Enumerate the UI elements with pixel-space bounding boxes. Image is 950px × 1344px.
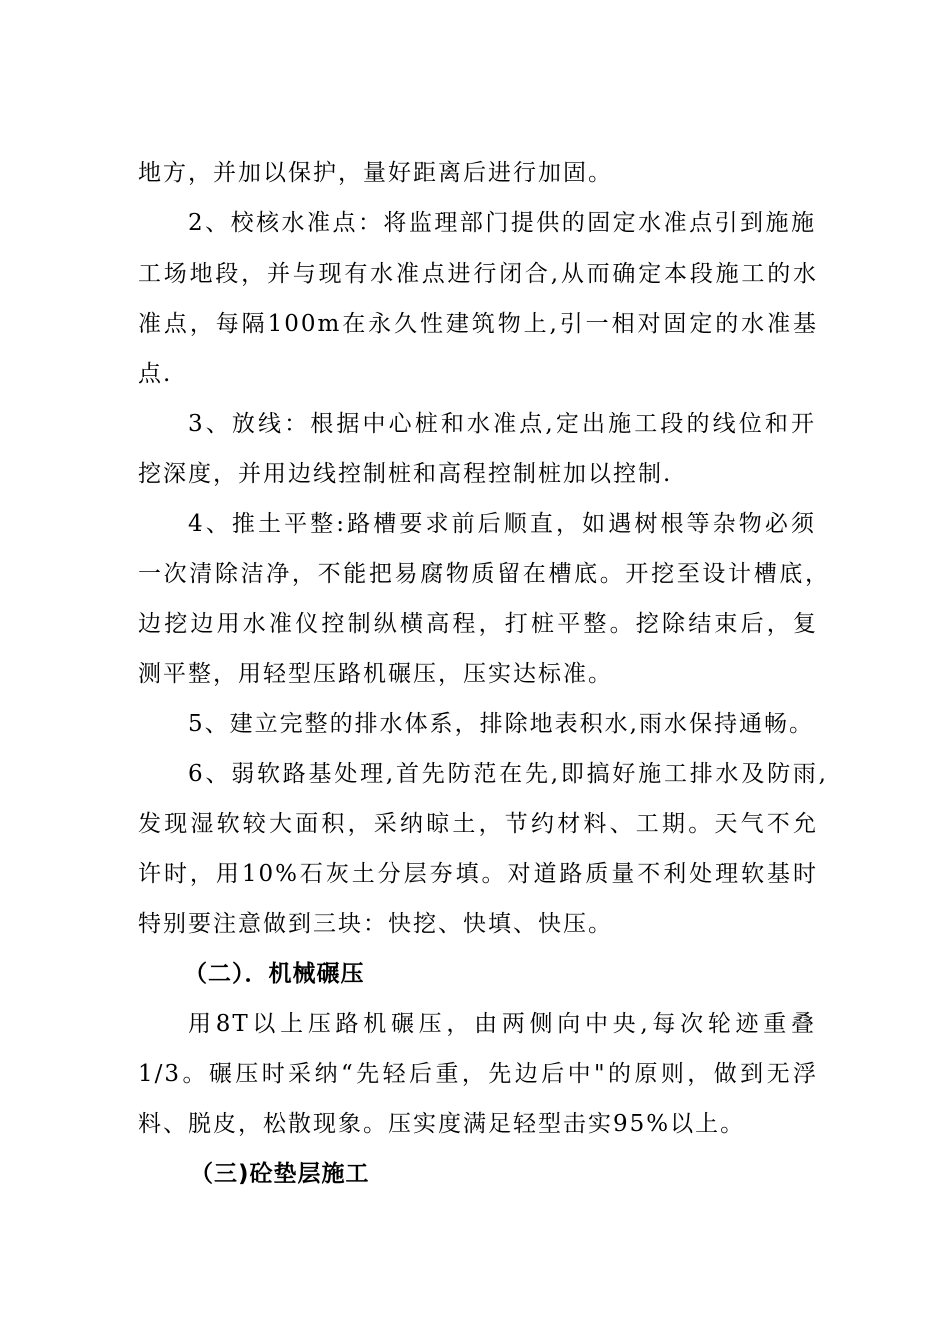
paragraph-line: 特别要注意做到三块：快挖、快填、快压。 (138, 911, 613, 937)
paragraph-line: 5、建立完整的排水体系，排除地表积水,雨水保持通畅。 (188, 711, 814, 737)
paragraph-line: 料、脱皮，松散现象。压实度满足轻型击实95%以上。 (138, 1111, 746, 1137)
paragraph-line: 许时，用10%石灰土分层夯填。对道路质量不利处理软基时 (138, 861, 818, 887)
section-heading: （三)砼垫层施工 (190, 1161, 370, 1187)
paragraph-line: 4、推土平整:路槽要求前后顺直，如遇树根等杂物必须 (188, 511, 816, 537)
paragraph-line: 一次清除洁净，不能把易腐物质留在槽底。开挖至设计槽底， (138, 561, 830, 587)
paragraph-line: 3、放线：根据中心桩和水准点,定出施工段的线位和开 (188, 411, 816, 437)
paragraph-line: 测平整，用轻型压路机碾压，压实达标准。 (138, 661, 613, 687)
paragraph-line: 地方，并加以保护，量好距离后进行加固。 (138, 160, 613, 186)
paragraph-line: 工场地段，并与现有水准点进行闭合,从而确定本段施工的水 (138, 261, 818, 287)
paragraph-line: 准点，每隔100m在永久性建筑物上,引一相对固定的水准基 (138, 311, 818, 337)
paragraph-line: 2、校核水准点：将监理部门提供的固定水准点引到施施 (188, 210, 816, 236)
paragraph-line: 边挖边用水准仪控制纵横高程，打桩平整。挖除结束后，复 (138, 611, 818, 637)
paragraph-line: 用8T以上压路机碾压，由两侧向中央,每次轮迹重叠 (188, 1011, 816, 1037)
paragraph-line: 挖深度，并用边线控制桩和高程控制桩加以控制. (138, 461, 673, 487)
paragraph-line: 发现湿软较大面积，采纳晾土，节约材料、工期。天气不允 (138, 811, 818, 837)
paragraph-line: 点. (138, 361, 173, 387)
paragraph-line: 1/3。碾压时采纳“先轻后重，先边后中"的原则，做到无浮 (138, 1061, 818, 1087)
paragraph-line: 6、弱软路基处理,首先防范在先,即搞好施工排水及防雨, (188, 761, 828, 787)
section-heading: （二）．机械碾压 (184, 961, 365, 987)
